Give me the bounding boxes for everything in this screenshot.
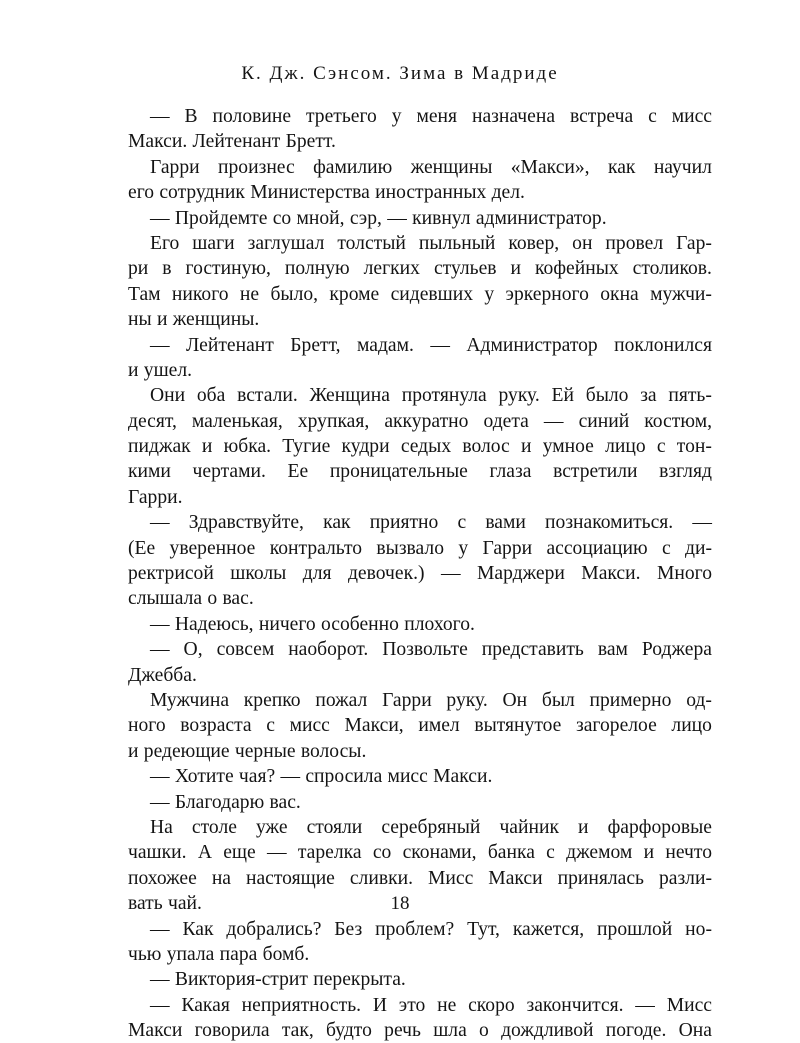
text-line: Мужчина крепко пожал Гарри руку. Он был примерно од- (150, 689, 712, 711)
text-line: На столе уже стояли серебряный чайник и фарфоровые (150, 816, 712, 838)
text-line: его сотрудник Министерства иностранных дел. (128, 182, 525, 204)
text-line: ри в гостиную, полную легких стульев и кофейных столиков. (128, 258, 712, 280)
text-line: Джебба. (128, 664, 197, 686)
text-line: — Как добрались? Без проблем? Тут, кажется, прошлой но- (150, 918, 712, 940)
text-line: — В половине третьего у меня назначена встреча с мисс (150, 106, 712, 127)
text-line: — Здравствуйте, как приятно с вами познакомиться. — (150, 512, 712, 534)
text-line: Гарри произнес фамилию женщины «Макси», как научил (150, 156, 712, 178)
text-line: чью упала пара бомб. (128, 943, 310, 965)
text-line: слышала о вас. (128, 588, 254, 610)
text-line: — Какая неприятность. И это не скоро закончится. — Мисс (150, 994, 712, 1016)
text-line: — Виктория-стрит перекрыта. (150, 969, 406, 991)
text-line: Они оба встали. Женщина протянула руку. Ей было за пять- (150, 385, 712, 407)
text-line: — Лейтенант Бретт, мадам. — Администратор поклонился (150, 334, 712, 356)
text-line: — О, совсем наоборот. Позвольте представить вам Роджера (150, 639, 712, 661)
text-line: Гарри. (128, 486, 183, 508)
page-number: 18 (390, 893, 410, 914)
text-line: десят, маленькая, хрупкая, аккуратно одета — синий костюм, (128, 410, 712, 432)
text-line: Макси говорила так, будто речь шла о дождливой погоде. Она (128, 1020, 712, 1042)
text-line: Макси. Лейтенант Бретт. (128, 131, 336, 153)
text-line: ны и женщины. (128, 309, 260, 331)
text-line: Там никого не было, кроме сидевших у эркерного окна мужчи- (128, 283, 712, 305)
running-head: К. Дж. Сэнсом. Зима в Мадриде (241, 63, 559, 84)
text-line: чашки. А еще — тарелка со сконами, банка с джемом и нечто (128, 842, 712, 864)
text-line: ректрисой школы для девочек.) — Марджери Макси. Много (128, 563, 712, 585)
text-line: (Ее уверенное контральто вызвало у Гарри ассоциацию с ди- (128, 537, 712, 559)
text-line: кими чертами. Ее проницательные глаза встретили взгляд (128, 461, 712, 483)
text-line: пиджак и юбка. Тугие кудри седых волос и умное лицо с тон- (128, 436, 712, 458)
text-line: — Благодарю вас. (150, 791, 301, 813)
text-line: ного возраста с мисс Макси, имел вытянутое загорелое лицо (128, 715, 712, 737)
text-line: и ушел. (128, 359, 193, 381)
text-line: вать чай. (128, 893, 202, 915)
text-line: — Хотите чая? — спросила мисс Макси. (150, 766, 493, 788)
text-line: — Надеюсь, ничего особенно плохого. (150, 613, 475, 635)
text-line: похожее на настоящие сливки. Мисс Макси принялась разли- (128, 867, 712, 889)
text-line: Его шаги заглушал толстый пыльный ковер, он провел Гар- (150, 232, 712, 254)
text-line: — Пройдемте со мной, сэр, — кивнул администратор. (150, 207, 607, 229)
text-line: и редеющие черные волосы. (128, 740, 367, 762)
